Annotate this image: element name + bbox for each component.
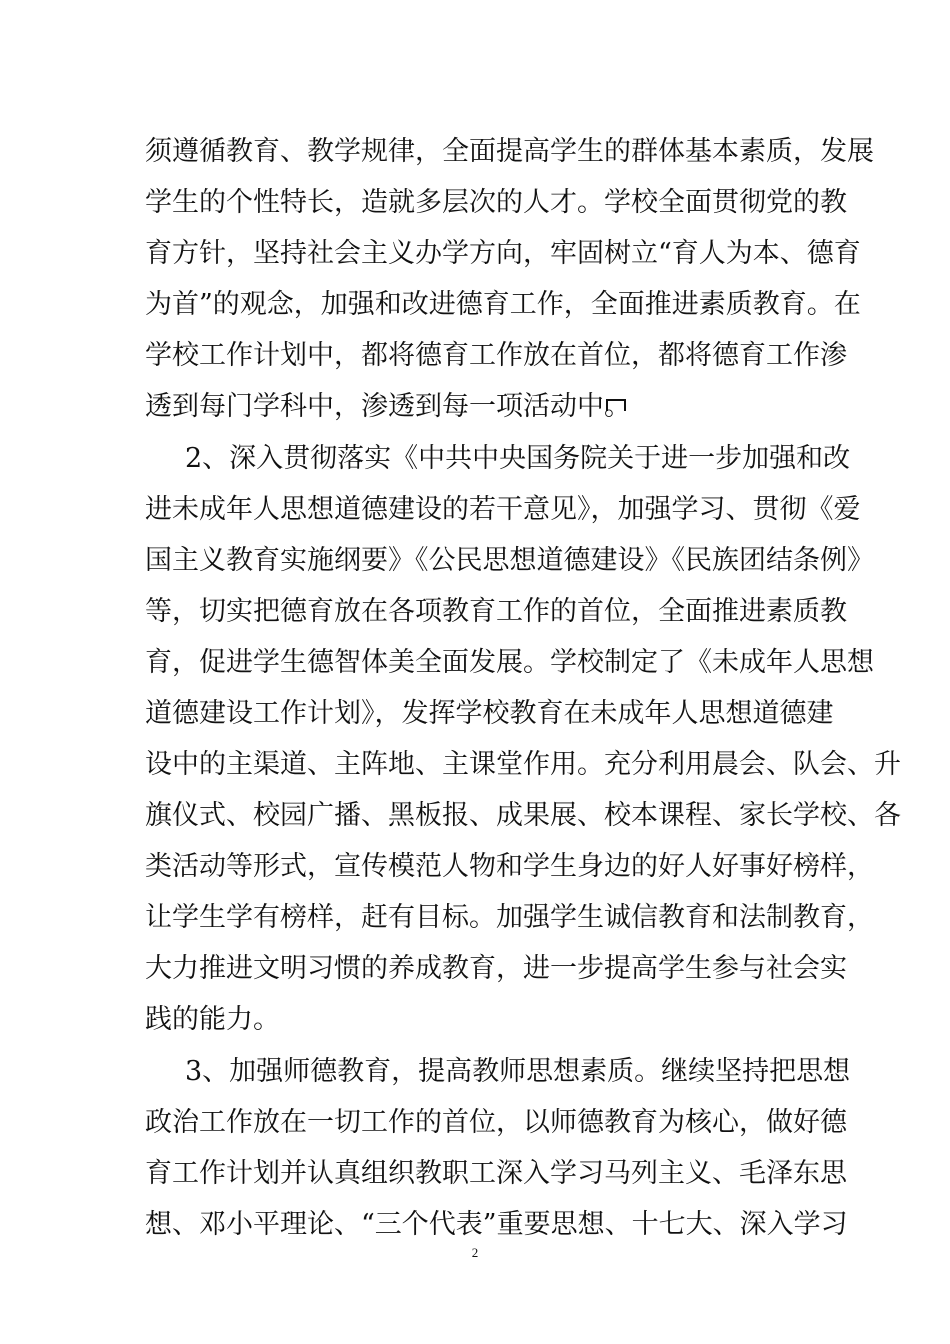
body-text-line: 学校工作计划中，都将德育工作放在首位，都将德育工作渗 xyxy=(145,340,847,371)
body-text-line: 学生的个性特长，造就多层次的人才。学校全面贯彻党的教 xyxy=(145,187,847,218)
edit-mark-icon xyxy=(606,399,626,411)
body-text-line: 道德建设工作计划》，发挥学校教育在未成年人思想道德建 xyxy=(145,698,834,729)
paragraph-2-first-line: 2、深入贯彻落实《中共中央国务院关于进一步加强和改 xyxy=(185,443,851,474)
body-text-line: 育方针，坚持社会主义办学方向，牢固树立“育人为本、德育 xyxy=(145,238,861,269)
body-text-line: 旗仪式、校园广播、黑板报、成果展、校本课程、家长学校、各 xyxy=(145,800,901,831)
body-text-line: 设中的主渠道、主阵地、主课堂作用。充分利用晨会、队会、升 xyxy=(145,749,901,780)
body-text-line: 让学生学有榜样，赶有目标。加强学生诚信教育和法制教育， xyxy=(145,902,874,933)
body-text-line: 政治工作放在一切工作的首位，以师德教育为核心，做好德 xyxy=(145,1107,847,1138)
body-text-line: 践的能力。 xyxy=(145,1004,280,1035)
paragraph-3-first-line: 3、加强师德教育，提高教师思想素质。继续坚持把思想 xyxy=(185,1056,851,1087)
body-text-line: 等，切实把德育放在各项教育工作的首位，全面推进素质教 xyxy=(145,596,847,627)
body-text-line: 大力推进文明习惯的养成教育，进一步提高学生参与社会实 xyxy=(145,953,847,984)
body-text-line: 育工作计划并认真组织教职工深入学习马列主义、毛泽东思 xyxy=(145,1158,847,1189)
body-text-line: 国主义教育实施纲要》《公民思想道德建设》《民族团结条例》 xyxy=(145,545,874,576)
body-text-line: 进未成年人思想道德建设的若干意见》，加强学习、贯彻《爱 xyxy=(145,494,861,525)
body-text-line: 类活动等形式，宣传模范人物和学生身边的好人好事好榜样， xyxy=(145,851,874,882)
body-text-line: 为首”的观念，加强和改进德育工作，全面推进素质教育。在 xyxy=(145,289,861,320)
body-text-line: 想、邓小平理论、“三个代表”重要思想、十七大、深入学习 xyxy=(145,1209,848,1240)
page-number: 2 xyxy=(471,1245,479,1260)
body-text-line: 育，促进学生德智体美全面发展。学校制定了《未成年人思想 xyxy=(145,647,874,678)
body-text-line: 须遵循教育、教学规律，全面提高学生的群体基本素质，发展 xyxy=(145,136,874,167)
body-text-line: 透到每门学科中，渗透到每一项活动中。 xyxy=(145,391,631,422)
